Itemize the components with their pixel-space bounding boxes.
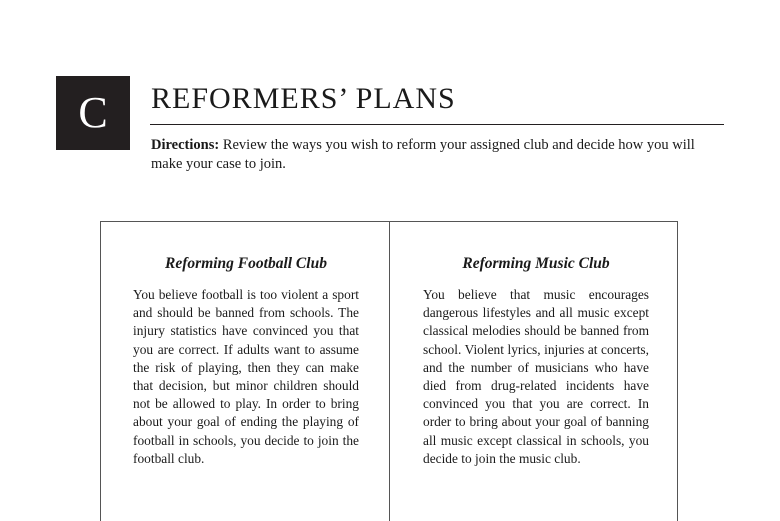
- page-title: REFORMERS’ PLANS: [151, 82, 456, 115]
- football-club-column: [133, 254, 359, 468]
- column-title: Reforming Music Club: [462, 255, 610, 272]
- column-divider: [389, 221, 390, 521]
- title-divider: [150, 124, 724, 125]
- directions-paragraph: [151, 136, 711, 174]
- directions-label: Directions:: [151, 137, 220, 153]
- column-body: You believe football is too violent a sport and should be banned from schools. The injury statistics have convinced you that you are correct. If adults want to assume the risk of playing, then they can make that decision, but minor children should not be allowed to play. In order to bring about your goal of ending the playing of football in schools, you decide to join the football club.: [133, 287, 359, 466]
- section-letter-badge: [56, 76, 130, 150]
- directions-text: Review the ways you wish to reform your assigned club and decide how you will make your case to join.: [151, 137, 695, 172]
- section-letter: C: [78, 88, 108, 137]
- column-body: You believe that music encourages dangerous lifestyles and all music except classical melodies should be banned from school. Violent lyrics, injuries at concerts, and the number of musicians who have died from drug-related incidents have convinced you that you are correct. In order to bring about your goal of banning all music except classical in schools, you decide to join the music club.: [423, 287, 649, 466]
- column-title: Reforming Football Club: [165, 255, 327, 272]
- music-club-column: [423, 254, 649, 468]
